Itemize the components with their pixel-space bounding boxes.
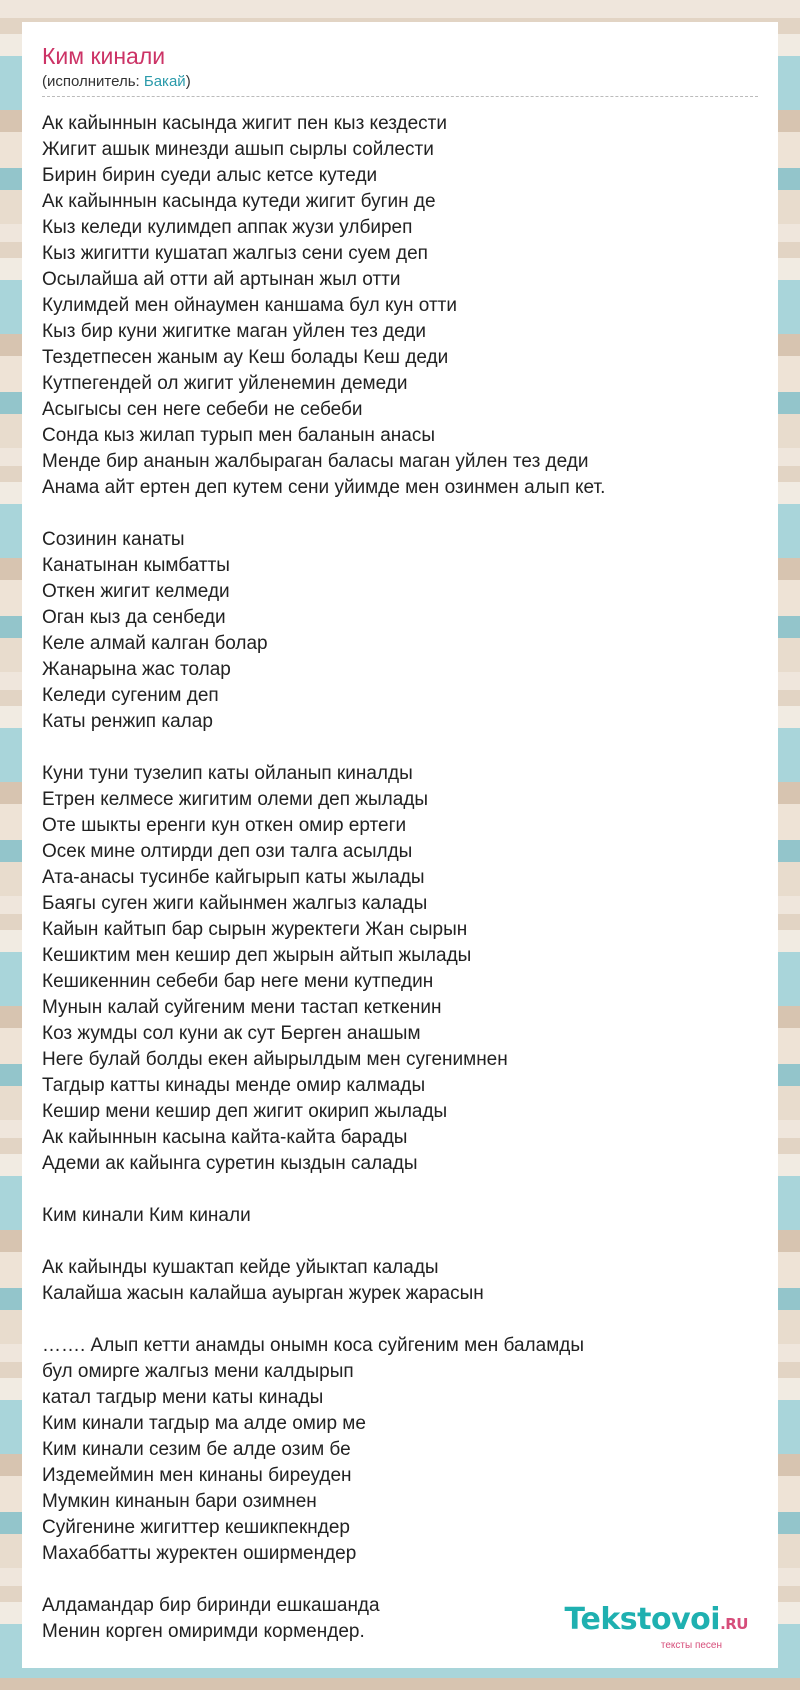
lyric-line: Адеми ак кайынга суретин кыздын салады <box>42 1153 418 1174</box>
lyric-line: Оган кыз да сенбеди <box>42 607 226 628</box>
lyrics-stanza <box>42 1255 758 1307</box>
lyric-line: Каты ренжип калар <box>42 711 213 732</box>
logo-tld: .RU <box>720 1615 748 1633</box>
logo-subtitle: тексты песен <box>660 1640 722 1651</box>
lyric-line: Алдамандар бир биринди ешкашанда <box>42 1595 380 1616</box>
lyric-line: Баягы суген жиги кайынмен жалгыз калады <box>42 893 428 914</box>
lyric-line: Кешиктим мен кешир деп жырын айтып жылады <box>42 945 472 966</box>
lyrics-stanza <box>42 1203 758 1229</box>
lyric-line: Кыз келеди кулимдеп аппак жузи улбиреп <box>42 217 413 238</box>
lyrics-body <box>42 111 758 1645</box>
lyric-line: Канатынан кымбатты <box>42 555 230 576</box>
lyric-line: катал тагдыр мени каты кинады <box>42 1387 324 1408</box>
lyric-line: Менин корген омиримди кормендер. <box>42 1621 365 1642</box>
lyric-line: Мунын калай суйгеним мени тастап кеткенин <box>42 997 442 1018</box>
lyric-line: Ак кайыннын касында жигит пен кыз кездести <box>42 113 447 134</box>
lyric-line: Оте шыкты еренги кун откен омир ертеги <box>42 815 407 836</box>
lyric-line: Ак кайынды кушактап кейде уйыктап калады <box>42 1257 439 1278</box>
lyric-line: Кыз жигитти кушатап жалгыз сени суем деп <box>42 243 428 264</box>
lyric-line: Суйгенине жигиттер кешикпекндер <box>42 1517 350 1538</box>
lyric-line: Асыгысы сен неге себеби не себеби <box>42 399 363 420</box>
lyric-line: Кулимдей мен ойнаумен каншама бул кун отти <box>42 295 457 316</box>
lyric-line: Созинин канаты <box>42 529 185 550</box>
lyrics-stanza <box>42 527 758 735</box>
lyric-line: Кешикеннин себеби бар неге мени кутпедин <box>42 971 434 992</box>
lyric-line: Сонда кыз жилап турып мен баланын анасы <box>42 425 435 446</box>
lyric-line: Келеди сугеним деп <box>42 685 219 706</box>
lyric-line: Жигит ашык минезди ашып сырлы сойлести <box>42 139 434 160</box>
lyric-line: Мумкин кинанын бари озимнен <box>42 1491 317 1512</box>
performer-link[interactable]: Бакай <box>143 73 186 90</box>
lyric-line: Откен жигит келмеди <box>42 581 230 602</box>
lyric-line: Осылайша ай отти ай артынан жыл отти <box>42 269 401 290</box>
lyric-line: Неге булай болды екен айырылдым мен сугенимнен <box>42 1049 508 1070</box>
lyric-line: Осек мине олтирди деп ози талга асылды <box>42 841 413 862</box>
lyric-line: Келе алмай калган болар <box>42 633 268 654</box>
lyric-line: Етрен келмесе жигитим олеми деп жылады <box>42 789 429 810</box>
lyric-line: Кутпегендей ол жигит уйленемин демеди <box>42 373 408 394</box>
lyrics-stanza <box>42 1333 758 1567</box>
lyric-line: Ким кинали Ким кинали <box>42 1205 251 1226</box>
lyric-line: Кешир мени кешир деп жигит окирип жылады <box>42 1101 448 1122</box>
lyrics-stanza <box>42 111 758 501</box>
lyrics-card <box>22 22 778 1668</box>
logo-wordmark <box>565 1604 748 1640</box>
lyric-line: Бирин бирин суеди алыс кетсе кутеди <box>42 165 378 186</box>
logo-name: Tekstovoi <box>564 1602 721 1637</box>
performer-line <box>42 72 758 97</box>
lyric-line: Ким кинали тагдыр ма алде омир ме <box>42 1413 366 1434</box>
lyric-line: бул омирге жалгыз мени калдырып <box>42 1361 354 1382</box>
lyric-line: Менде бир ананын жалбыраган баласы маган уйлен тез деди <box>42 451 589 472</box>
lyric-line: Кыз бир куни жигитке маган уйлен тез деди <box>42 321 426 342</box>
lyric-line: Жанарына жас толар <box>42 659 231 680</box>
performer-suffix: ) <box>185 73 191 90</box>
lyric-line: Ак кайыннын касында кутеди жигит бугин де <box>42 191 436 212</box>
lyric-line: Коз жумды сол куни ак сут Берген анашым <box>42 1023 421 1044</box>
lyric-line: Тагдыр катты кинады менде омир калмады <box>42 1075 426 1096</box>
lyric-line: Ак кайыннын касына кайта-кайта барады <box>42 1127 408 1148</box>
song-title: Ким кинали <box>42 43 166 69</box>
site-logo[interactable] <box>565 1604 748 1652</box>
lyric-line: Издемеймин мен кинаны биреуден <box>42 1465 352 1486</box>
lyric-line: Анама айт ертен деп кутем сени уйимде мен озинмен алып кет. <box>42 477 606 498</box>
lyric-line: Калайша жасын калайша ауырган журек жарасын <box>42 1283 484 1304</box>
lyric-line: Ата-анасы тусинбе кайгырып каты жылады <box>42 867 425 888</box>
lyric-line: Куни туни тузелип каты ойланып киналды <box>42 763 413 784</box>
lyric-line: Кайын кайтып бар сырын журектеги Жан сырын <box>42 919 468 940</box>
performer-prefix: (исполнитель: <box>42 73 144 90</box>
lyrics-stanza <box>42 761 758 1177</box>
lyric-line: ……. Алып кетти анамды онымн коса суйгеним мен баламды <box>42 1335 585 1356</box>
lyric-line: Ким кинали сезим бе алде озим бе <box>42 1439 351 1460</box>
lyric-line: Тездетпесен жаным ау Кеш болады Кеш деди <box>42 347 449 368</box>
lyric-line: Махаббатты журектен оширмендер <box>42 1543 357 1564</box>
